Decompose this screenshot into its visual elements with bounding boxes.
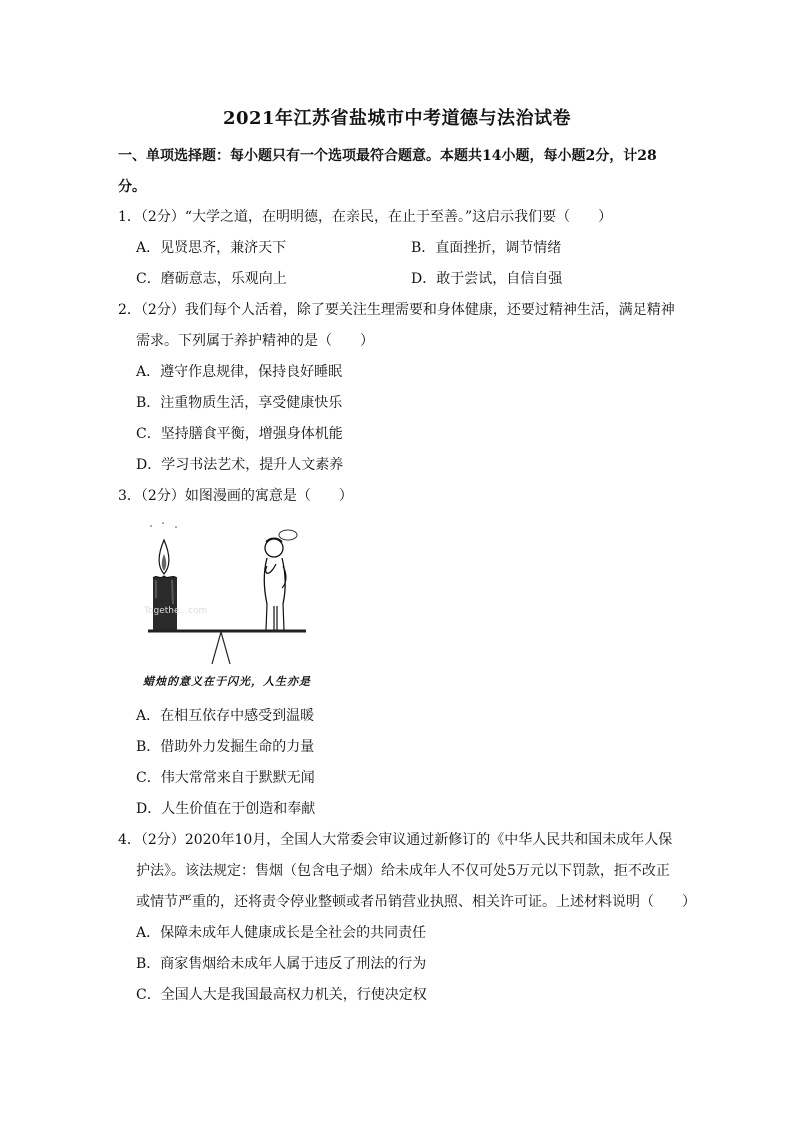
candle-cartoon-image <box>136 518 336 693</box>
question-4-stem-line2: 护法》。该法规定：售烟（包含电子烟）给未成年人不仅可处5万元以下罚款，拒不改正 <box>136 863 670 879</box>
question-3-stem: 3．（2分）如图漫画的寓意是（ ） <box>118 488 353 504</box>
question-3-option-b: B．借助外力发掘生命的力量 <box>136 739 315 755</box>
question-4-stem-line1: 4．（2分）2020年10月，全国人大常委会审议通过新修订的《中华人民共和国未成年人保 <box>118 832 673 848</box>
section-heading-line2: 分。 <box>118 179 146 195</box>
page-title: 2021年江苏省盐城市中考道德与法治试卷 <box>222 108 572 129</box>
question-3-option-c: C．伟大常常来自于默默无闻 <box>136 770 315 786</box>
question-3-option-a: A．在相互依存中感受到温暖 <box>136 708 315 724</box>
question-1-option-d: D．敢于尝试，自信自强 <box>411 271 563 287</box>
question-2-option-c: C．坚持膳食平衡，增强身体机能 <box>136 426 343 442</box>
question-1-stem: 1．（2分）“大学之道，在明明德，在亲民，在止于至善。”这启示我们要（ ） <box>118 209 613 225</box>
svg-text:Togethe...com: Togethe...com <box>144 606 208 616</box>
question-3-option-d: D．人生价值在于创造和奉献 <box>136 801 316 817</box>
cartoon-caption: 蜡烛的意义在于闪光，人生亦是 <box>143 675 311 688</box>
question-4-option-a: A．保障未成年人健康成长是全社会的共同责任 <box>136 925 427 941</box>
question-1-option-b: B．直面挫折，调节情绪 <box>411 240 562 256</box>
question-4-option-b: B．商家售烟给未成年人属于违反了刑法的行为 <box>136 956 427 972</box>
question-4-stem-line3: 或情节严重的，还将责令停业整顿或者吊销营业执照、相关许可证。上述材料说明（ ） <box>136 894 696 910</box>
question-2-option-a: A．遵守作息规律，保持良好睡眠 <box>136 364 343 380</box>
question-1-option-c: C．磨砺意志，乐观向上 <box>136 271 287 287</box>
question-4-option-c: C．全国人大是我国最高权力机关，行使决定权 <box>136 987 427 1003</box>
question-2-stem-line1: 2．（2分）我们每个人活着，除了要关注生理需要和身体健康，还要过精神生活，满足精神 <box>118 302 675 318</box>
question-2-stem-line2: 需求。下列属于养护精神的是（ ） <box>136 333 374 349</box>
question-2-option-b: B．注重物质生活，享受健康快乐 <box>136 395 343 411</box>
question-1-option-a: A．见贤思齐，兼济天下 <box>136 240 287 256</box>
section-heading-line1: 一、单项选择题：每小题只有一个选项最符合题意。本题共14小题，每小题2分，计28 <box>118 148 657 164</box>
question-2-option-d: D．学习书法艺术，提升人文素养 <box>136 457 344 473</box>
